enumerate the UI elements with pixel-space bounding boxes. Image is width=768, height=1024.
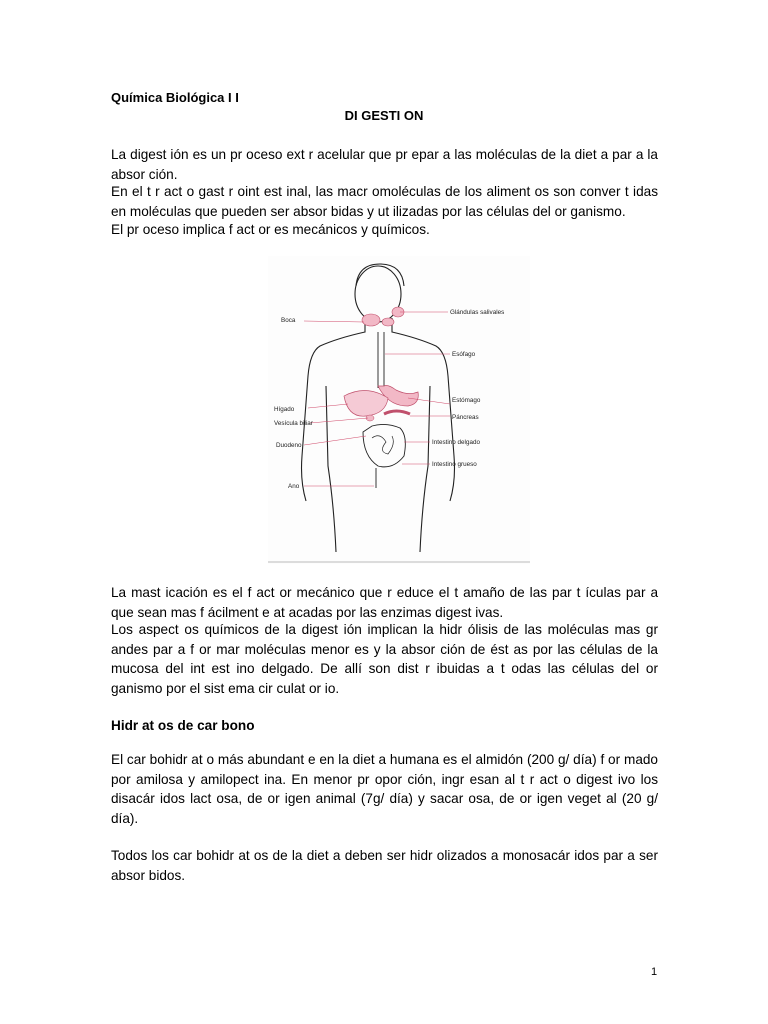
label-higado: Hígado: [274, 406, 295, 413]
label-intestino-delgado: Intestino delgado: [432, 439, 480, 446]
label-estomago: Estómago: [452, 397, 481, 404]
page-number: 1: [651, 966, 658, 978]
page-title: DI GESTI ON: [344, 108, 424, 123]
section-paragraph-2: Todos los car bohidr at os de la diet a deben ser hidr olizados a monosacár idos par a ser absor bidos.: [111, 848, 658, 883]
label-pancreas: Páncreas: [452, 414, 479, 421]
label-intestino-grueso: Intestino grueso: [432, 461, 477, 468]
label-vesicula-biliar: Vesícula biliar: [274, 420, 313, 427]
body-paragraph-1: La mast icación es el f act or mecánico que r educe el t amaño de las par t ículas par a que sean mas f ácilment e at acadas por las enzimas digest ivas.: [111, 585, 658, 620]
label-boca: Boca: [281, 317, 296, 324]
digestive-system-figure: [268, 256, 530, 564]
label-duodeno: Duodeno: [276, 442, 302, 449]
label-esofago: Esófago: [452, 351, 476, 358]
section-paragraph-1: El car bohidr at o más abundant e en la diet a humana es el almidón (200 g/ día) f or mado por amilosa y amilopect ina. En menor pr opor ción, ingr esan al t r act o digest ivo los disacár idos lact osa, de or igen animal (7g/ día) y sacar osa, de or igen veget al (20 g/ día).: [111, 752, 658, 826]
intro-paragraph-2: En el t r act o gast r oint est inal, las macr omoléculas de los aliment os son conver t idas en moléculas que pueden ser absor bidas y ut ilizadas por las células del or ganismo.: [111, 184, 658, 219]
body-paragraph-2: Los aspect os químicos de la digest ión implican la hidr ólisis de las moléculas mas gr andes par a f or mar moléculas menor es y la absor ción de ést as por las células de la mucosa del int est ino delgado. De allí son dist r ibuidas a t odas las células del or ganismo por el sist ema cir culat or io.: [111, 622, 658, 696]
intro-paragraph-3: El pr oceso implica f act or es mecánicos y químicos.: [111, 222, 430, 237]
intro-paragraph-1: La digest ión es un pr oceso ext r acelular que pr epar a las moléculas de la diet a par a la absor ción.: [111, 147, 658, 182]
digestive-system-diagram: [268, 256, 530, 564]
label-glandulas-salivales: Glándulas salivales: [450, 309, 505, 316]
label-ano: Ano: [288, 483, 300, 490]
course-title: Química Biológica I I: [111, 90, 239, 105]
section-heading: Hidr at os de car bono: [111, 718, 255, 733]
